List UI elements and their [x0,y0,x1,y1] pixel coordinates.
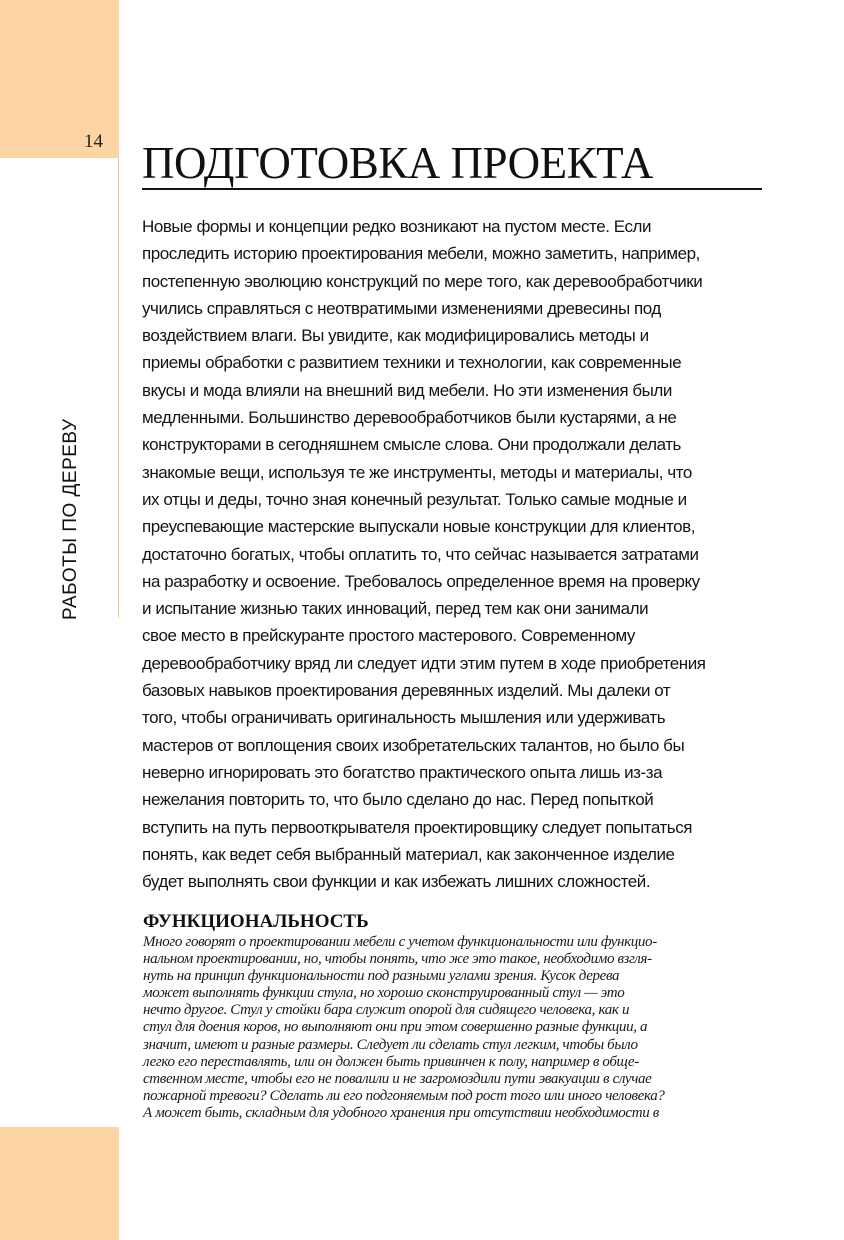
text-line: базовых навыков проектирования деревянных изделий. Мы далеки от [142,681,671,701]
text-line: преуспевающие мастерские выпускали новые конструкции для клиентов, [142,517,695,537]
text-line: значит, имеют и разные размеры. Следует ли сделать стул легким, чтобы было [143,1036,638,1053]
text-line: неверно игнорировать это богатство практического опыта лишь из-за [142,762,663,782]
text-line: приемы обработки с развитием техники и технологии, как современные [142,353,682,373]
margin-rule [118,158,119,618]
text-line: постепенную эволюцию конструкций по мере того, как деревообработчики [142,271,703,291]
text-line: их отцы и деды, точно зная конечный результат. Только самые модные и [142,489,687,509]
page-title: ПОДГОТОВКА ПРОЕКТА [142,138,653,188]
text-line: учились справляться с неотвратимыми изменениями древесины под [142,298,661,318]
text-line: нальном проектировании, но, чтобы понять, что же это такое, необходимо взгля- [143,951,652,968]
text-line: на разработку и освоение. Требовалось определенное время на проверку [142,571,700,591]
text-line: того, чтобы ограничивать оригинальность мышления или удерживать [142,708,666,728]
text-line: деревообработчику вряд ли следует идти этим путем в ходе приобретения [142,653,706,673]
page-number: 14 [84,131,103,152]
text-line: знакомые вещи, используя те же инструменты, методы и материалы, что [142,462,692,482]
text-line: вступить на путь первооткрывателя проектировщику следует попытаться [142,817,693,837]
text-line: Новые формы и концепции редко возникают на пустом месте. Если [142,217,652,236]
text-line: вкусы и мода влияли на внешний вид мебели. Но эти изменения были [142,380,672,400]
text-line: и испытание жизнью таких инноваций, перед тем как они занимали [142,599,649,619]
text-line: нежелания повторить то, что было сделано до нас. Перед попыткой [142,790,654,810]
text-line: проследить историю проектирования мебели, можно заметить, например, [142,244,700,264]
text-line: медленными. Большинство деревообработчиков были кустарями, а не [142,408,677,428]
text-line: А может быть, складным для удобного хранения при отсутствии необходимости в [143,1104,659,1121]
text-line: нуть на принцип функциональности под разными углами зрения. Кусок дерева [143,968,620,985]
text-line: пожарной тревоги? Сделать ли его подгоняемым под рост того или иного человека? [143,1087,665,1104]
text-line: легко его переставлять, или он должен быть привинчен к полу, например в обще- [143,1053,639,1070]
text-line: воздействием влаги. Вы увидите, как модифицировались методы и [142,326,649,346]
text-line: достаточно богатых, чтобы оплатить то, что сейчас называется затратами [142,544,699,564]
text-line: Много говорят о проектировании мебели с учетом функциональности или функцио- [143,934,657,950]
text-line: мастеров от воплощения своих изобретательских талантов, но было бы [142,735,685,755]
text-line: может выполнять функции стула, но хорошо сконструированный стул — это [143,985,625,1002]
text-line: свое место в прейскуранте простого мастерового. Современному [142,626,635,646]
text-line: ственном месте, чтобы его не повалили и не загромоздили пути эвакуации в случае [143,1070,652,1087]
text-line: нечто другое. Стул у стойки бара служит опорой для сидящего человека, как и [143,1002,630,1019]
text-line: стул для доения коров, но выполняют они при этом совершенно разные функции, а [143,1019,648,1036]
section-text [143,934,768,1122]
bottom-accent-band [0,1127,119,1240]
title-underline [142,188,762,190]
running-header: РАБОТЫ ПО ДЕРЕВУ [60,418,81,620]
text-line: понять, как ведет себя выбранный материал, как законченное изделие [142,844,675,864]
section-heading: ФУНКЦИОНАЛЬНОСТЬ [143,911,369,932]
body-text [142,213,767,895]
text-line: конструкторами в сегодняшнем смысле слова. Они продолжали делать [142,435,681,455]
text-line: будет выполнять свои функции и как избежать лишних сложностей. [142,872,651,892]
